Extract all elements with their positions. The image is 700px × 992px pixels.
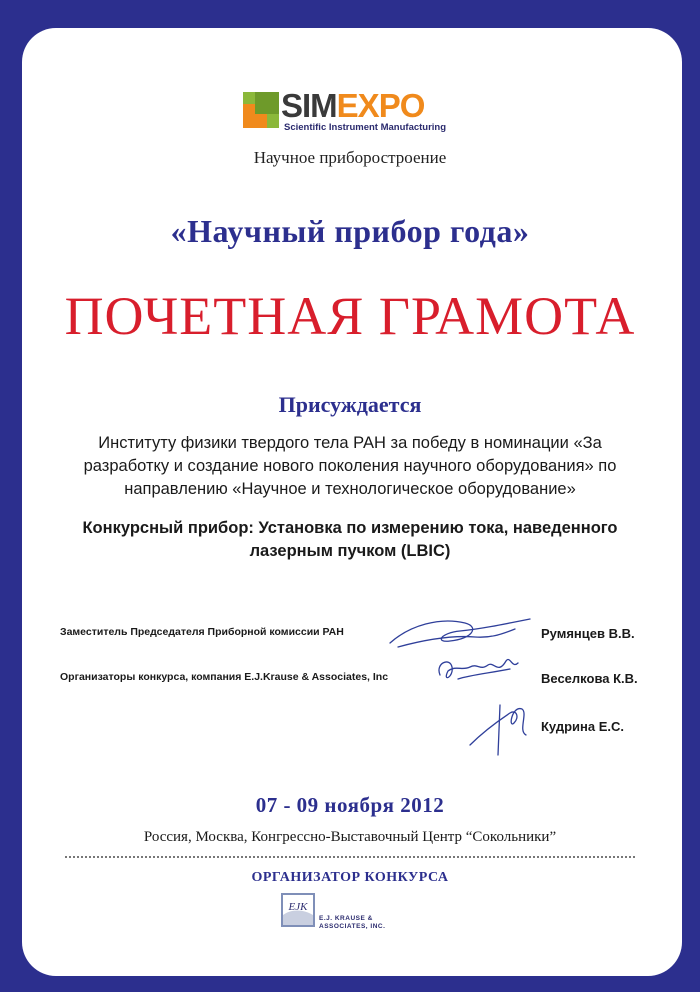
simexpo-logo	[243, 87, 473, 134]
award-name: «Научный прибор года»	[170, 213, 530, 249]
event-dates: 07 - 09 ноября 2012	[255, 793, 445, 817]
ejk-logo-text: EJK	[288, 901, 308, 913]
divider	[65, 856, 635, 858]
handwritten-signatures	[380, 605, 550, 765]
ejk-logo-icon	[281, 893, 315, 927]
award-description	[40, 432, 660, 501]
competition-device	[30, 517, 670, 563]
signature-name-2: Веселкова К.В.	[541, 671, 638, 686]
device-line: лазерным пучком (LBIC)	[249, 542, 451, 560]
signature-role-2: Организаторы конкурса, компания E.J.Krause & Associates, Inc	[60, 671, 389, 683]
simexpo-logo-mark-icon	[243, 92, 279, 128]
simexpo-wordmark	[281, 88, 424, 124]
organizer-name-line: E.J. KRAUSE &	[319, 915, 373, 922]
subtitle: Научное приборостроение	[253, 148, 447, 167]
organizer-name	[319, 915, 385, 931]
logo-tagline: Scientific Instrument Manufacturing	[284, 122, 447, 133]
event-place: Россия, Москва, Конгрессно-Выставочный Центр “Сокольники”	[143, 829, 557, 845]
signature-name-3: Кудрина Е.С.	[541, 719, 625, 734]
signature-stroke-3b	[498, 705, 500, 755]
organizer-label: ОРГАНИЗАТОР КОНКУРСА	[251, 870, 449, 885]
description-line: Институту физики твердого тела РАН за победу в номинации «За	[98, 434, 602, 452]
description-line: направлению «Научное и технологическое оборудование»	[124, 480, 576, 498]
device-line: Конкурсный прибор: Установка по измерению тока, наведенного	[82, 519, 618, 537]
organizer-name-line: ASSOCIATES, INC.	[319, 923, 386, 930]
awarded-label: Присуждается	[278, 392, 422, 417]
signature-role-1: Заместитель Председателя Приборной комиссии РАН	[60, 626, 344, 638]
certificate-title: ПОЧЕТНАЯ ГРАМОТА	[64, 286, 636, 346]
logo-sim: SIM	[281, 87, 337, 124]
logo-expo: EXPO	[336, 87, 425, 124]
signature-name-1: Румянцев В.В.	[541, 626, 635, 641]
signature-stroke-2b	[458, 669, 510, 679]
description-line: разработку и создание нового поколения научного оборудования» по	[83, 457, 617, 475]
